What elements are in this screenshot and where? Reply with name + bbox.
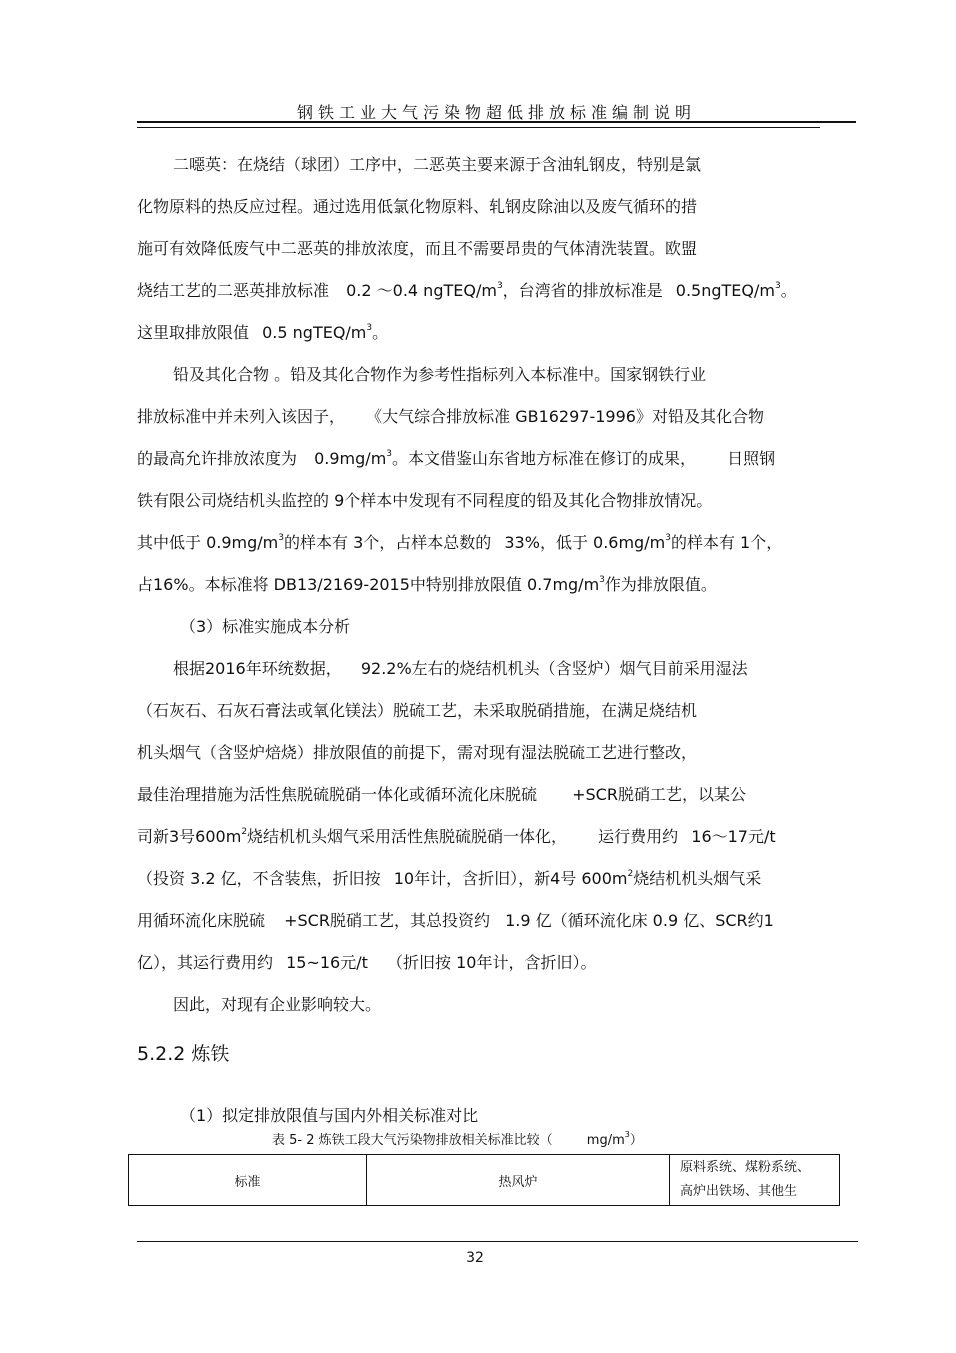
text-run: 16～17元/t	[691, 827, 776, 846]
text-run: 司新3号600m	[137, 827, 242, 846]
table-header-cell: 热风炉	[367, 1155, 670, 1206]
text-run: 亿），其运行费用约	[137, 953, 274, 972]
superscript: 2	[627, 869, 634, 879]
section-heading: 5.2.2 炼铁	[137, 1043, 230, 1065]
text-run: 的最高允许排放浓度为	[137, 449, 298, 468]
paragraph-line	[137, 911, 774, 931]
table-header-cell	[670, 1155, 840, 1206]
text-run: +SCR脱硝工艺，其总投资约	[284, 911, 490, 930]
document-header-title: 钢铁工业大气污染物超低排放标准编制说明	[296, 103, 696, 122]
text-run: 作为排放限值。	[604, 575, 717, 594]
header-rule-thin	[137, 127, 820, 128]
text-run: 这里取排放限值	[137, 323, 250, 342]
paragraph-line: 铁有限公司烧结机头监控的 9个样本中发现有不同程度的铅及其化合物排放情况。	[137, 491, 713, 510]
subsection-heading: （1）拟定排放限值与国内外相关标准对比	[180, 1106, 479, 1125]
paragraph-line: 机头烟气（含竖炉焙烧）排放限值的前提下，需对现有湿法脱硫工艺进行整改，	[137, 743, 698, 762]
text-run: 占16%。本标准将 DB13/2169-2015中特别排放限值 0.7mg/m	[137, 575, 600, 594]
text-run: 最佳治理措施为活性焦脱硫脱硝一体化或循环流化床脱硫	[137, 785, 538, 804]
text-run: 表 5- 2 炼铁工段大气污染物排放相关标准比较（	[272, 1133, 553, 1148]
paragraph-line: 因此，对现有企业影响较大。	[173, 995, 382, 1014]
text-run: mg/m	[586, 1133, 625, 1148]
text-run: 1.9 亿（循环流化床 0.9 亿、SCR约1	[505, 911, 774, 930]
text-run: 0.9mg/m	[314, 449, 387, 468]
cell-text-line: 高炉出铁场、其他生	[680, 1184, 798, 1199]
superscript: 2	[241, 827, 248, 837]
text-run: 。	[372, 323, 389, 342]
text-run: +SCR脱硝工艺，以某公	[572, 785, 746, 804]
page-number: 32	[466, 1250, 484, 1266]
text-run: 。本文借鉴山东省地方标准在修订的成果，	[392, 449, 697, 468]
paragraph-line: （石灰石、石灰石膏法或氧化镁法）脱硫工艺，未采取脱硝措施，在满足烧结机	[137, 701, 698, 720]
text-run: 其中低于 0.9mg/m	[137, 533, 279, 552]
text-run: 根据2016年环统数据，	[173, 659, 342, 678]
text-run: 的样本有 3个，占样本总数的	[284, 533, 492, 552]
text-run: 33%，低于 0.6mg/m	[504, 533, 666, 552]
table-header-cell: 标准	[129, 1155, 367, 1206]
paragraph-line	[137, 869, 761, 889]
text-run: 0.5 ngTEQ/m	[262, 323, 367, 342]
paragraph-line	[137, 533, 782, 553]
text-run: 0.2 ～0.4 ngTEQ/m	[346, 281, 497, 300]
table-header-row	[129, 1155, 840, 1206]
text-run: 0.5ngTEQ/m	[675, 281, 775, 300]
text-run: ）	[629, 1133, 643, 1148]
text-run: （投资 3.2 亿，不含装焦，折旧按	[137, 869, 381, 888]
footer-rule	[137, 1241, 858, 1242]
cell-text-line: 原料系统、煤粉系统、	[680, 1160, 811, 1175]
standards-comparison-table	[128, 1154, 840, 1206]
text-run: 烧结机机头烟气采用活性焦脱硫脱硝一体化，	[247, 827, 568, 846]
paragraph-line	[173, 659, 748, 679]
text-run: （折旧按 10年计，含折旧）。	[387, 953, 597, 972]
paragraph-line: 铅及其化合物 。铅及其化合物作为参考性指标列入本标准中。国家钢铁行业	[173, 365, 707, 384]
text-run: 烧结工艺的二恶英排放标准	[137, 281, 330, 300]
paragraph-line	[137, 449, 775, 469]
superscript: 3	[496, 281, 503, 291]
superscript: 3	[278, 533, 284, 543]
text-run: 运行费用约	[598, 827, 679, 846]
text-run: 用循环流化床脱硫	[137, 911, 266, 930]
paragraph-line	[137, 407, 764, 427]
text-run: 92.2%左右的烧结机机头（含竖炉）烟气目前采用湿法	[360, 659, 748, 678]
paragraph-line	[137, 281, 797, 301]
text-run: ，台湾省的排放标准是	[502, 281, 663, 300]
text-run: 10年计，含折旧），新4号 600m	[393, 869, 628, 888]
superscript: 3	[774, 281, 781, 291]
paragraph-line	[137, 827, 776, 847]
paragraph-line: 二噁英：在烧结（球团）工序中，二恶英主要来源于含油轧钢皮，特别是氯	[173, 155, 702, 174]
superscript: 3	[624, 1130, 630, 1139]
paragraph-line	[137, 785, 746, 805]
text-run: 《大气综合排放标准 GB16297-1996》对铅及其化合物	[366, 407, 764, 426]
table-caption	[272, 1132, 643, 1150]
paragraph-line: 化物原料的热反应过程。通过选用低氯化物原料、轧钢皮除油以及废气循环的措	[137, 197, 698, 216]
superscript: 3	[665, 533, 671, 543]
superscript: 3	[366, 323, 373, 333]
text-run: 的样本有 1个，	[670, 533, 783, 552]
superscript: 3	[386, 449, 393, 459]
paragraph-line	[137, 575, 717, 595]
text-run: 烧结机机头烟气采	[633, 869, 762, 888]
text-run: 15~16元/t	[286, 953, 368, 972]
paragraph-line: 施可有效降低废气中二恶英的排放浓度，而且不需要昂贵的气体清洗装置。欧盟	[137, 239, 698, 258]
text-run: 排放标准中并未列入该因子，	[137, 407, 346, 426]
paragraph-line	[137, 323, 388, 343]
subsection-heading: （3）标准实施成本分析	[180, 617, 351, 636]
superscript: 3	[599, 575, 605, 585]
header-rule-thick	[137, 121, 856, 123]
paragraph-line	[137, 953, 596, 973]
text-run: 。	[780, 281, 797, 300]
text-run: 日照钢	[727, 449, 776, 468]
